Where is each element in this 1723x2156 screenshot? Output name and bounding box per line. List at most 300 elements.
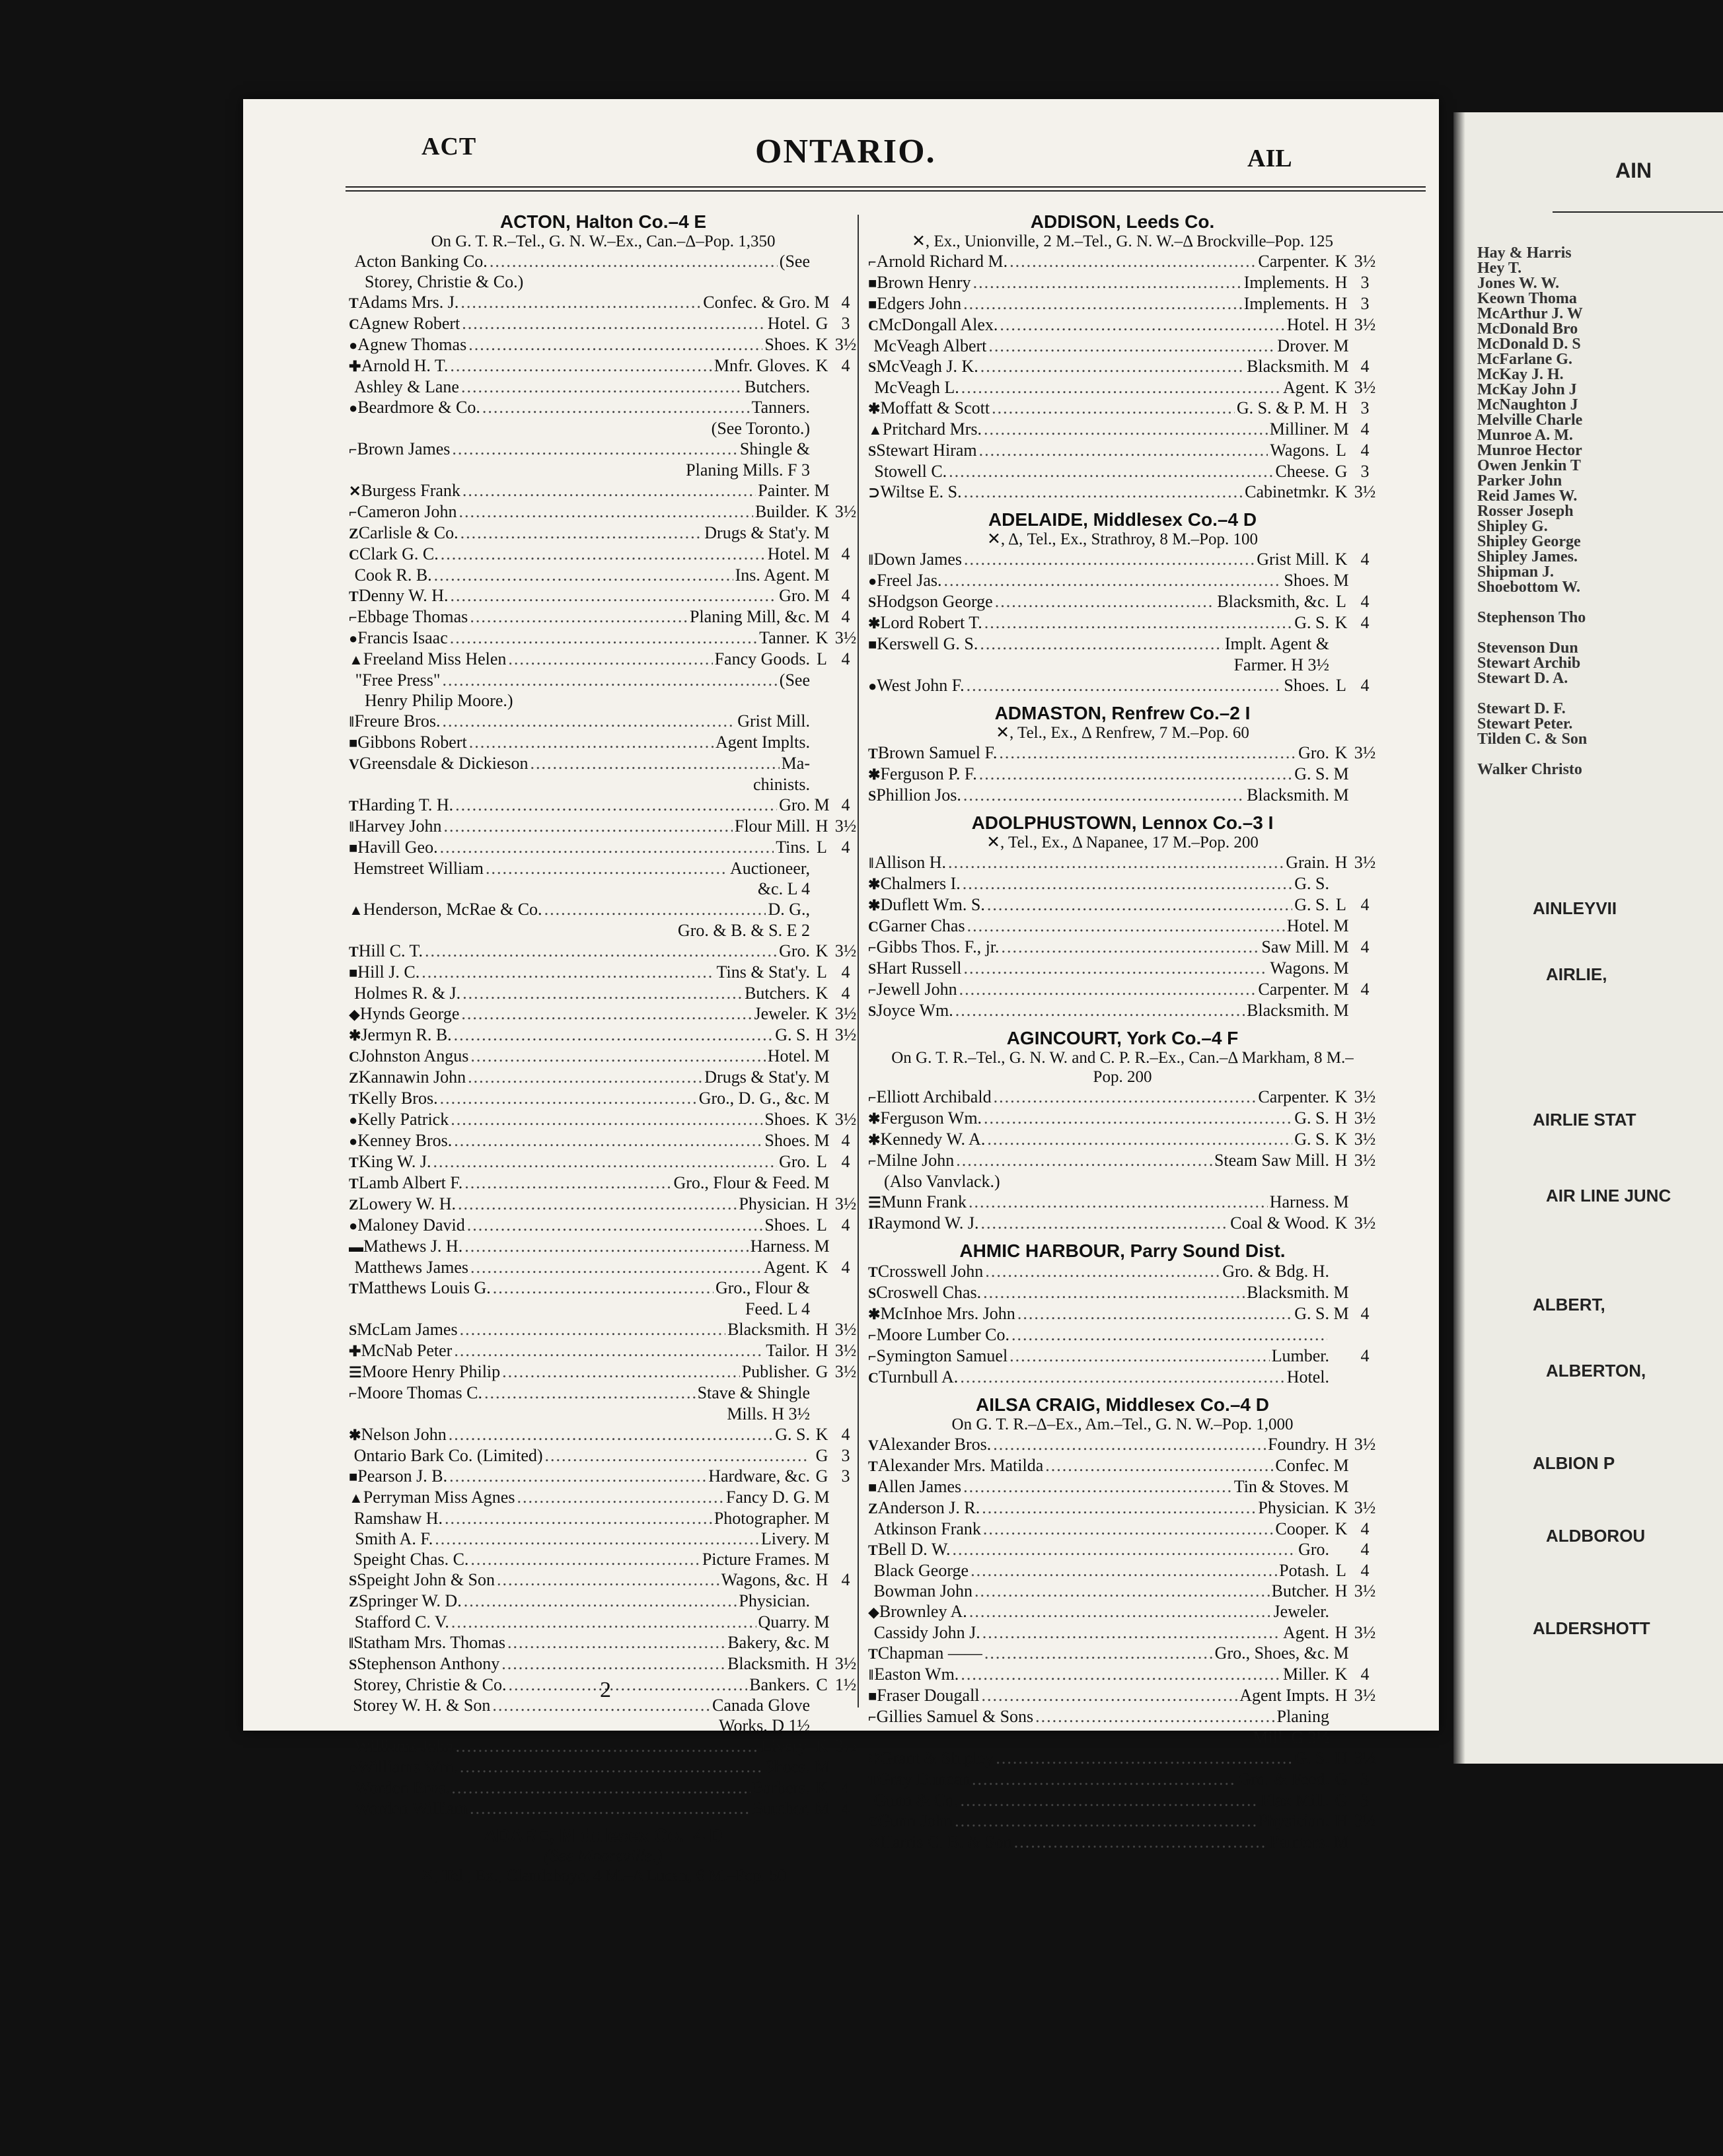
entry-business: Gro., D. G., &c.: [698, 1089, 810, 1108]
business-symbol: ■: [868, 275, 877, 291]
business-symbol: ✱: [868, 1306, 881, 1322]
entry-business: Potash.: [1279, 1561, 1329, 1580]
entry-business: Gro., Flour &: [715, 1278, 810, 1297]
business-symbol: T: [349, 1280, 359, 1297]
column-divider: [858, 215, 859, 1707]
business-symbol: V: [349, 756, 359, 772]
directory-entry: [349, 899, 858, 920]
directory-entry: [868, 1748, 1377, 1769]
entry-name: Carlisle & Co.: [358, 523, 458, 542]
directory-entry: [868, 675, 1377, 696]
business-symbol: T: [868, 1645, 878, 1662]
directory-entry: [868, 1261, 1377, 1282]
entry-name: McNab Peter: [361, 1341, 453, 1360]
entry-name: Stewart Hiram: [876, 441, 977, 460]
credit-rating: H: [1335, 1108, 1348, 1128]
business-symbol: S: [868, 594, 877, 610]
pay-rating: 3: [1360, 294, 1370, 313]
dot-leader: [509, 1674, 748, 1695]
dot-leader: [434, 565, 733, 585]
entry-business: Tins.: [776, 838, 810, 857]
directory-entry: [349, 565, 858, 585]
pay-rating: 3½: [834, 628, 857, 647]
directory-entry: [349, 439, 858, 460]
credit-rating: K: [815, 335, 828, 354]
business-symbol: Z: [349, 525, 359, 542]
dot-leader: [454, 1130, 762, 1151]
credit-rating: M: [814, 523, 830, 542]
credit-rating: M: [814, 607, 830, 626]
entry-name: Statham Mrs. Thomas: [353, 1633, 506, 1652]
directory-entry: [868, 1282, 1377, 1303]
directory-entry: [349, 1130, 858, 1151]
directory-entry: [349, 1361, 858, 1383]
pay-rating: 3½: [1354, 252, 1376, 271]
entry-business: G. S.: [775, 1025, 810, 1044]
town-heading: AILSA CRAIG, Middlesex Co.–4 D: [976, 1394, 1269, 1415]
entry-business: Jeweler.: [1273, 1602, 1329, 1621]
entry-name: Ramshaw H.: [353, 1509, 443, 1528]
entry-name: Stephenson Anthony: [357, 1654, 500, 1673]
business-symbol: ⌐: [868, 1153, 877, 1169]
pay-rating: 4: [1360, 441, 1370, 460]
directory-entry: [868, 336, 1377, 356]
business-symbol: ✚: [349, 1343, 361, 1359]
credit-rating: M: [814, 1131, 830, 1150]
directory-entry: [868, 1324, 1377, 1346]
business-symbol: ✱: [868, 1110, 881, 1127]
facing-entry: Hey T.: [1477, 260, 1522, 277]
directory-entry: [868, 873, 1377, 894]
credit-rating: M: [814, 1799, 830, 1818]
entry-name: Clark G. C.: [359, 544, 439, 563]
business-symbol: ⌐: [868, 939, 877, 956]
directory-entry: [868, 570, 1377, 591]
entry-name: Harding T. H.: [358, 795, 454, 814]
entry-name: McVeagh L.: [874, 378, 959, 397]
dot-leader: [996, 1748, 1292, 1768]
town-heading: AGINCOURT, York Co.–4 F: [1006, 1028, 1239, 1048]
business-symbol: ◆: [868, 1604, 879, 1620]
business-symbol: S: [868, 960, 877, 977]
entry-name: Garner Chas: [878, 916, 965, 935]
directory-entry: [868, 1601, 1377, 1622]
entry-name: Gunn John: [877, 1811, 953, 1830]
facing-entry: Munroe A. M.: [1477, 427, 1573, 444]
credit-rating: H: [815, 1570, 828, 1589]
directory-entry: [868, 1129, 1377, 1150]
entry-business: G. S.: [775, 1425, 810, 1444]
dot-leader: [468, 1067, 702, 1087]
facing-entry: Melville Charle: [1477, 412, 1583, 429]
pay-rating: 4: [841, 795, 850, 814]
entry-business: Implements.: [1243, 294, 1329, 313]
entry-continuation: Gro. & B. & S. E 2: [677, 921, 810, 940]
credit-rating: M: [1333, 336, 1349, 355]
credit-rating: H: [815, 1341, 828, 1360]
entry-business: Tin & Stoves.: [1233, 1477, 1329, 1496]
facing-entry: Tilden C. & Son: [1477, 731, 1588, 748]
facing-entry: Shipley James.: [1477, 548, 1578, 565]
credit-rating: H: [1335, 398, 1348, 417]
credit-rating: H: [815, 1025, 828, 1044]
dot-leader: [979, 440, 1268, 460]
pay-rating: 3½: [1354, 1811, 1376, 1830]
credit-rating: H: [1335, 853, 1348, 872]
credit-rating: K: [815, 356, 828, 375]
pay-rating: 3½: [1354, 315, 1376, 334]
entry-business: Gro. & Bdg. H.: [1222, 1262, 1329, 1281]
dot-leader: [464, 1236, 749, 1256]
credit-rating: M: [1333, 1192, 1349, 1211]
entry-name: Brown James: [357, 439, 451, 458]
credit-rating: M: [1333, 980, 1349, 999]
directory-entry: [868, 979, 1377, 1000]
entry-name: Springer W. D.: [358, 1591, 462, 1610]
dot-leader: [458, 501, 752, 522]
entry-business: Builder.: [754, 502, 810, 521]
dot-leader: [993, 1434, 1266, 1455]
directory-entry: [349, 544, 858, 565]
dot-leader: [963, 785, 1245, 805]
facing-entry: Reid James W.: [1477, 487, 1578, 505]
directory-entry: [868, 1664, 1377, 1685]
facing-entry: McArthur J. W: [1477, 305, 1583, 322]
entry-name: Ferguson Wm.: [880, 1108, 982, 1128]
town-info: ✕, Tel., Ex., Δ Napanee, 17 M.–Pop. 200: [986, 834, 1259, 851]
credit-rating: L: [817, 649, 827, 668]
directory-entry: [868, 1303, 1377, 1324]
business-symbol: T: [349, 797, 359, 814]
entry-business: G. S.: [1294, 764, 1329, 783]
dot-leader: [973, 272, 1242, 293]
directory-entry: [349, 1466, 858, 1487]
directory-entry: [349, 1194, 858, 1215]
entry-name: Speight John & Son: [357, 1570, 495, 1589]
entry-business: Carpenter.: [1258, 252, 1329, 271]
entry-business: Tanner.: [759, 628, 810, 647]
dot-leader: [486, 858, 728, 879]
entry-business: Implements.: [1243, 273, 1329, 292]
directory-entry: [349, 251, 858, 271]
entry-business: Ma-: [781, 754, 810, 773]
town-heading: ADELAIDE, Middlesex Co.–4 D: [988, 509, 1257, 530]
credit-rating: H: [1335, 273, 1348, 292]
directory-entry: [868, 1108, 1377, 1129]
business-symbol: T: [349, 295, 359, 311]
business-symbol: ■: [349, 840, 358, 856]
facing-entry: Shipley G.: [1477, 518, 1548, 535]
directory-entry: [868, 916, 1377, 937]
dot-leader: [1035, 1706, 1274, 1727]
entry-business: Milliner.: [1269, 419, 1329, 439]
business-symbol: ■: [349, 735, 358, 751]
business-symbol: ⌐: [868, 982, 877, 998]
dot-leader: [449, 1466, 706, 1486]
entry-name: Ebbage Thomas: [357, 607, 468, 626]
entry-business: Flour Mill.: [734, 816, 810, 836]
entry-name: Brownley A.: [879, 1602, 967, 1621]
pay-rating: 3½: [1354, 853, 1376, 872]
dot-leader: [484, 1383, 696, 1403]
directory-entry: [349, 1319, 858, 1340]
entry-business: Coal & Wood.: [1230, 1213, 1329, 1233]
entry-name: Crosswell John: [877, 1262, 984, 1281]
dot-leader: [963, 873, 1293, 894]
entry-name: Kannawin John: [358, 1067, 466, 1087]
business-symbol: ⌐: [349, 1385, 357, 1402]
dot-leader: [961, 377, 1281, 398]
pay-rating: 4: [1360, 1519, 1370, 1538]
pay-rating: 3½: [834, 335, 857, 354]
facing-entry: Stewart D. A.: [1477, 670, 1568, 687]
entry-business: Butchers.: [745, 377, 810, 396]
entry-continuation: Farmer. H 3½: [1233, 655, 1329, 674]
business-symbol: T: [349, 1091, 359, 1107]
business-symbol: V: [868, 1437, 879, 1453]
entry-business: (See: [779, 252, 810, 271]
entry-name: Easton Wm.: [874, 1665, 959, 1684]
entry-name: Williams John: [354, 1737, 454, 1756]
entry-business: Blacksmith.: [1247, 357, 1329, 376]
credit-rating: C: [816, 1675, 828, 1694]
credit-rating: G: [1335, 462, 1348, 481]
pay-rating: 3: [1360, 398, 1370, 417]
pay-rating: 4: [841, 1425, 850, 1444]
dot-leader: [980, 356, 1245, 377]
directory-entry: [868, 1497, 1377, 1519]
entry-name: Ashley & Lane: [354, 377, 459, 396]
pay-rating: 4: [1360, 550, 1370, 569]
entry-business: Harness.: [750, 1237, 810, 1256]
entry-name: McLam James: [357, 1320, 458, 1339]
dot-leader: [443, 816, 732, 836]
entry-business: Cabinetmkr.: [1245, 482, 1329, 501]
credit-rating: G: [815, 1362, 828, 1381]
pay-rating: 3½: [1354, 1581, 1376, 1600]
entry-name: Allison H.: [874, 853, 947, 872]
entry-business: Shoes.: [764, 1215, 810, 1235]
dot-leader: [987, 1129, 1292, 1149]
credit-rating: M: [1333, 1304, 1349, 1323]
business-symbol: I: [868, 1215, 874, 1232]
credit-rating: M: [814, 1509, 830, 1528]
entry-name: Moffatt & Scott: [880, 398, 990, 417]
directory-entry: [349, 585, 858, 606]
pay-rating: 4: [1360, 1561, 1370, 1580]
directory-entry: [868, 272, 1377, 293]
town-info: ✕, Δ, Tel., Ex., Strathroy, 8 M.–Pop. 100: [986, 530, 1259, 548]
facing-entry: Rosser Joseph: [1477, 503, 1574, 520]
dot-leader: [461, 377, 743, 397]
directory-entry: [868, 1367, 1377, 1388]
dot-leader: [969, 1192, 1268, 1212]
credit-rating: H: [1335, 1811, 1348, 1830]
dot-leader: [985, 1261, 1220, 1281]
dot-leader: [517, 1487, 723, 1507]
credit-rating: K: [815, 628, 828, 647]
dot-leader: [454, 1024, 774, 1045]
entry-business: Harness.: [1269, 1192, 1329, 1211]
entry-business: Jeweler.: [754, 1004, 810, 1023]
credit-rating: M: [814, 1067, 830, 1087]
dot-leader: [451, 1109, 762, 1130]
credit-rating: H: [1335, 1435, 1348, 1454]
page-title: ONTARIO.: [755, 133, 936, 170]
dot-leader: [971, 1560, 1277, 1581]
dot-leader: [422, 962, 714, 982]
directory-entry: [349, 983, 858, 1003]
entry-business: Hardware, &c.: [708, 1466, 810, 1486]
directory-entry: [868, 958, 1377, 979]
directory-entry: [349, 858, 858, 879]
credit-rating: K: [1335, 613, 1348, 632]
entry-name: Kelly Patrick: [357, 1110, 449, 1129]
entry-continuation: Mills. H 3½: [727, 1404, 810, 1423]
entry-continuation: (See Toronto.): [711, 419, 810, 438]
running-head-right: AIL: [1247, 145, 1292, 172]
credit-rating: M: [814, 1757, 830, 1776]
pay-rating: 4: [841, 1258, 850, 1277]
entry-name: Worden Bros.: [354, 1778, 450, 1797]
facing-town-heading: ALDBOROU: [1546, 1526, 1646, 1546]
entry-name: Denny W. H.: [358, 586, 449, 605]
dot-leader: [982, 1685, 1238, 1706]
entry-name: Hemstreet William: [353, 859, 484, 878]
see-reference: (See Mooreville.): [544, 1846, 663, 1865]
entry-name: Jermyn R. B.: [361, 1025, 452, 1044]
directory-entry: [349, 1424, 858, 1445]
entry-name: Kennedy W. A.: [880, 1130, 986, 1149]
dot-leader: [497, 1569, 719, 1590]
dot-leader: [1045, 1455, 1273, 1476]
entry-name: Brown Samuel F.: [877, 743, 998, 762]
entry-name: Hynds George: [359, 1004, 460, 1023]
credit-rating: K: [815, 502, 828, 521]
entry-business: Drugs & Stat'y.: [704, 1067, 810, 1087]
entry-name: Lord Robert T.: [880, 613, 982, 632]
dot-leader: [442, 711, 735, 731]
directory-entry: [349, 795, 858, 816]
pay-rating: 3: [1360, 1770, 1370, 1789]
entry-business: Physician.: [1258, 1498, 1329, 1517]
dot-leader: [964, 549, 1255, 569]
directory-entry: [349, 397, 858, 418]
entry-business: Mnfr. Gloves.: [714, 356, 810, 375]
credit-rating: L: [817, 962, 827, 982]
credit-rating: M: [1333, 1456, 1349, 1475]
business-symbol: ‖: [349, 818, 354, 835]
credit-rating: K: [1335, 550, 1348, 569]
directory-entry: [868, 1706, 1377, 1727]
entry-name: Chapman ——: [877, 1643, 982, 1663]
entry-business: Shoes.: [764, 1110, 810, 1129]
directory-entry: [868, 1643, 1377, 1664]
entry-business: Wagons, &c.: [721, 1570, 810, 1589]
credit-rating: M: [1333, 764, 1349, 783]
entry-business: Miller.: [1282, 1665, 1329, 1684]
facing-entry: McDonald D. S: [1477, 336, 1581, 353]
directory-entry: [349, 1067, 858, 1088]
dot-leader: [955, 1811, 1256, 1831]
business-symbol: ▲: [349, 651, 363, 668]
dot-leader: [502, 1361, 740, 1382]
directory-entry: [349, 1236, 858, 1257]
credit-rating: M: [1333, 958, 1349, 978]
business-symbol: T: [868, 1542, 878, 1558]
facing-entry: McDonald Bro: [1477, 320, 1578, 338]
right-column: [868, 205, 1377, 1853]
pay-rating: 3½: [834, 1654, 857, 1673]
credit-rating: L: [817, 838, 827, 857]
pay-rating: 3½: [834, 502, 857, 521]
pay-rating: 4: [841, 1799, 850, 1818]
entry-name: Wiltse E. S.: [880, 482, 962, 501]
entry-business: Physician.: [1258, 1811, 1329, 1830]
pay-rating: 4: [841, 1215, 850, 1235]
dot-leader: [470, 1798, 751, 1818]
dot-leader: [964, 958, 1268, 978]
credit-rating: M: [1333, 1477, 1349, 1496]
entry-business: Canada Glove: [712, 1696, 810, 1715]
directory-entry: [349, 1151, 858, 1172]
entry-business: Flax Mill.: [1260, 1791, 1329, 1810]
entry-business: Barbers.: [752, 1778, 810, 1797]
entry-business: Shoes.: [1284, 571, 1329, 590]
pay-rating: 3½: [1354, 1623, 1376, 1642]
directory-entry: [868, 764, 1377, 785]
header-rule-2: [346, 190, 1426, 192]
business-symbol: ◆: [349, 1006, 360, 1023]
entry-business: Bankers.: [749, 1675, 810, 1694]
credit-rating: M: [1333, 1001, 1349, 1020]
business-symbol: ☰: [868, 1194, 881, 1211]
town-info: ✕, Ex., Unionville, 2 M.–Tel., G. N. W.–Δ Brockville–Pop. 125: [911, 233, 1334, 250]
directory-entry: [349, 1549, 858, 1569]
dot-leader: [955, 1000, 1245, 1021]
entry-name: Maloney David: [357, 1215, 465, 1235]
credit-rating: K: [1335, 482, 1348, 501]
town-heading: ADDISON, Leeds Co.: [1030, 211, 1215, 232]
directory-entry: [868, 1455, 1377, 1476]
entry-name: Lamb Albert F.: [358, 1173, 463, 1192]
credit-rating: M: [814, 795, 830, 814]
entry-name: Cook R. B.: [354, 565, 432, 585]
entry-business: Shoes.: [764, 1131, 810, 1150]
entry-business: Hotel.: [767, 544, 810, 563]
business-symbol: Z: [868, 1500, 878, 1517]
directory-entry: [349, 1109, 858, 1130]
entry-business: Butcher.: [1271, 1581, 1329, 1600]
credit-rating: M: [814, 1529, 830, 1548]
pay-rating: 3½: [1354, 1498, 1376, 1517]
dot-leader: [440, 1088, 697, 1108]
entry-name: Bowman John: [873, 1581, 973, 1600]
pay-rating: 3½: [834, 1341, 857, 1360]
dot-leader: [433, 1151, 778, 1172]
facing-entry: Munroe Hector: [1477, 442, 1582, 459]
directory-entry: [349, 1591, 858, 1612]
dot-leader: [468, 334, 762, 355]
directory-entry: [349, 1340, 858, 1361]
dot-leader: [451, 1612, 756, 1632]
directory-entry: [868, 1150, 1377, 1171]
entry-business: Confec. & Gro.: [703, 293, 810, 312]
business-symbol: Z: [349, 1593, 359, 1610]
business-symbol: ⌐: [349, 441, 357, 458]
entry-name: Matthews James: [354, 1258, 468, 1277]
directory-entry: [868, 1192, 1377, 1213]
